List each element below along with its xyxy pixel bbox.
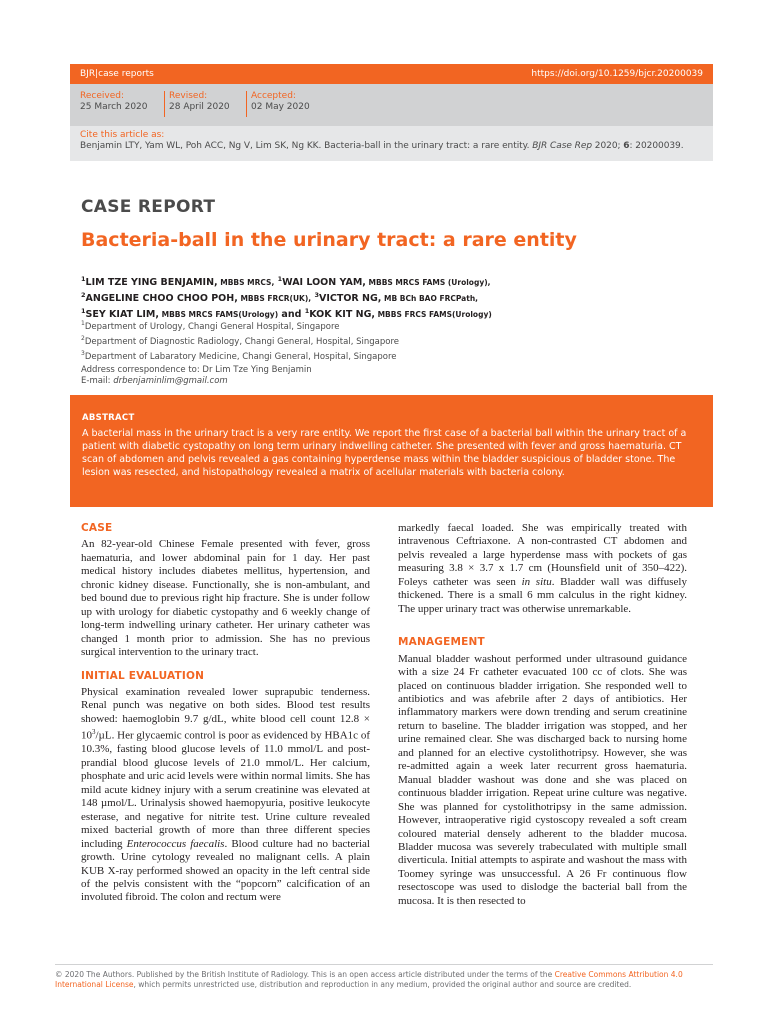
article-title: Bacteria-ball in the urinary tract: a rare entity — [81, 229, 577, 251]
management-paragraph: Manual bladder washout performed under ultrasound guidance with a size 24 Fr catheter evacuated 100 cc of clots. She was placed on continuous bladder irrigation. She responded well to antibiotics and was afebrile after 2 days of antibiotics. Her inflammatory markers were down trending and serum creatinine return to baseline. The bladder irrigation was stopped, and her urine remained clear. She was discharged back to nursing home and planned for an elective cystolithotripsy. However, she was re-admitted again a week later recurrent gross haematuria. Manual bladder washout was done and she was placed on continuous bladder irrigation. Repeat urine culture was negative. She was planned for cystolithotripsy in the same admission. However, intraoperative rigid cystoscopy revealed a soft cream coloured material densely adherent to the bladder mucosa. Bladder mucosa was severely trabeculated with multiple small diverticula. Initial attempts to aspirate and washout the mass with Toomey syringe was unsuccessful. A 26 Fr continuous flow resectoscope was used to dislodge the bacterial ball from the mucosa. It is then resected to — [398, 652, 687, 907]
citation-bar — [70, 126, 713, 161]
citation-text: Benjamin LTY, Yam WL, Poh ACC, Ng V, Lim SK, Ng KK. Bacteria-ball in the urinary tract: a rare entity. BJR Case Rep 2020; 6: 20200039. — [80, 141, 684, 151]
case-paragraph: An 82-year-old Chinese Female presented with fever, gross haematuria, and lower abdominal pain for 1 day. Her past medical history includes diabetes mellitus, hypertension, and chronic kidney disease. Functionally, she is non-ambulant, and bed bound due to previous right hip fracture. She is under follow up with urology for diabetic cystopathy and 6 weekly change of long-term indwelling urinary catheter. Her urinary catheter was changed 1 month prior to admission. She has no previous surgical intervention to the urinary tract. — [81, 538, 370, 659]
revised-date: Revised: 28 April 2020 — [164, 91, 230, 117]
author: $^1$KOK KIT NG, MBBS FRCS FAMS(Urology) — [304, 307, 492, 321]
author: $^1$SEY KIAT LIM, MBBS MRCS FAMS(Urology) — [81, 307, 279, 321]
citation-label: Cite this article as: — [80, 130, 165, 140]
body-column-left — [81, 522, 370, 905]
initial-evaluation-paragraph: Physical examination revealed lower suprapubic tenderness. Renal punch was negative on both sides. Blood test results showed: haemoglobin 9.7 g/dL, white blood cell count $12.8 \times 10^3/\mu L$. Her glycaemic control is poor as evidenced by HBA1c of 10.3%, fasting blood glucose levels of 11.0 mmol/L and post-prandial blood glucose levels of 21.0 mmol/L. Her calcium, phosphate and uric acid levels were within normal limits. She has mild acute kidney injury with a serum creatinine was elevated at 148 µmol/L. Urinalysis showed haemopyuria, positive leukocyte esterase, and negative for nitrite test. Urine culture revealed mixed bacterial growth of more than three different species including Enterococcus faecalis. Blood culture had no bacterial growth. Urine cytology revealed no malignant cells. A plain KUB X-ray performed showed an opacity in the left central side of the pelvis consistent with the “popcorn” calcification of an involuted fibroid. The colon and rectum were — [81, 685, 370, 904]
license-footer: © 2020 The Authors. Published by the British Institute of Radiology. This is an open access article distributed under the terms of the Creative Commons Attribution 4.0 International License, which permits unrestricted use, distribution and reproduction in any medium, provided the original author and source are credited. — [55, 970, 683, 989]
affiliation-list — [81, 318, 399, 362]
initial-evaluation-continued: markedly faecal loaded. She was empirically treated with intravenous Ceftriaxone. A non-contrasted CT abdomen and pelvis revealed a large hyperdense mass with pockets of gas measuring 3.8 × 3.7 x 1.7 cm (Hounsfield unit of 350–422). Foleys catheter was seen in situ. Bladder wall was diffusely thickened. There is a small 6 mm calculus in the right kidney. The upper urinary tract was otherwise unremarkable. — [398, 522, 687, 615]
affiliation: $^1$Department of Urology, Changi General Hospital, Singapore — [81, 320, 340, 332]
author-list: $^1$LIM TZE YING BENJAMIN, MBBS MRCS, $^1$WAI LOON YAM, MBBS MRCS FAMS (Urology), $^2$ANGELINE CHOO CHOO POH, MBBS FRCR(UK), $^3$VICTOR NG, MB BCh BAO FRCPath, $^1$SEY KIAT LIM, MBBS MRCS FAMS(Urology) and $^1$KOK KIT NG, MBBS FRCS FAMS(Urology) — [81, 275, 492, 321]
abstract-label: ABSTRACT — [82, 413, 135, 423]
dates-bar — [70, 84, 713, 126]
body-column-right — [398, 522, 687, 908]
email-link[interactable]: drbenjaminlim@gmail.com — [113, 376, 228, 386]
author: $^1$WAI LOON YAM, MBBS MRCS FAMS (Urology), — [277, 275, 491, 289]
affiliation: $^2$Department of Diagnostic Radiology, Changi General, Hospital, Singapore — [81, 334, 399, 347]
abstract-box — [70, 395, 713, 507]
author: $^1$LIM TZE YING BENJAMIN, MBBS MRCS, — [81, 275, 275, 289]
author: $^2$ANGELINE CHOO CHOO POH, MBBS FRCR(UK), — [81, 291, 312, 305]
abstract-text: A bacterial mass in the urinary tract is a very rare entity. We report the first case of a bacterial ball within the urinary tract of a patient with diabetic cystopathy on long term urinary indwelling catheter. She presented with fever and gross haematuria. CT scan of abdomen and pelvis revealed a gas containing hyperdense mass within the bladder suspicious of bladder stone. The lesion was resected, and histopathology revealed a matrix of acellular materials with bacteria colony. — [82, 428, 687, 478]
correspondence — [81, 365, 312, 387]
footer-divider — [55, 964, 713, 965]
license-link[interactable]: Creative Commons Attribution 4.0 International License — [55, 970, 683, 989]
section-heading-management: MANAGEMENT — [398, 636, 485, 649]
article-type: CASE REPORT — [81, 197, 216, 217]
section-heading-initial-evaluation: INITIAL EVALUATION — [81, 669, 205, 682]
journal-brand: BJR|case reports — [80, 69, 154, 79]
received-date: Received: 25 March 2020 — [80, 91, 148, 112]
accepted-date: Accepted: 02 May 2020 — [246, 91, 310, 117]
section-heading-case: CASE — [81, 522, 113, 534]
correspondence-address: Address correspondence to: Dr Lim Tze Ying Benjamin — [81, 365, 312, 375]
author: $^3$VICTOR NG, MB BCh BAO FRCPath, — [314, 291, 479, 305]
journal-header-bar — [70, 64, 713, 84]
correspondence-email: E-mail: drbenjaminlim@gmail.com — [81, 376, 228, 386]
doi-link[interactable]: https://doi.org/10.1259/bjcr.20200039 — [531, 69, 703, 79]
affiliation: $^3$Department of Labaratory Medicine, Changi General, Hospital, Singapore — [81, 349, 397, 362]
